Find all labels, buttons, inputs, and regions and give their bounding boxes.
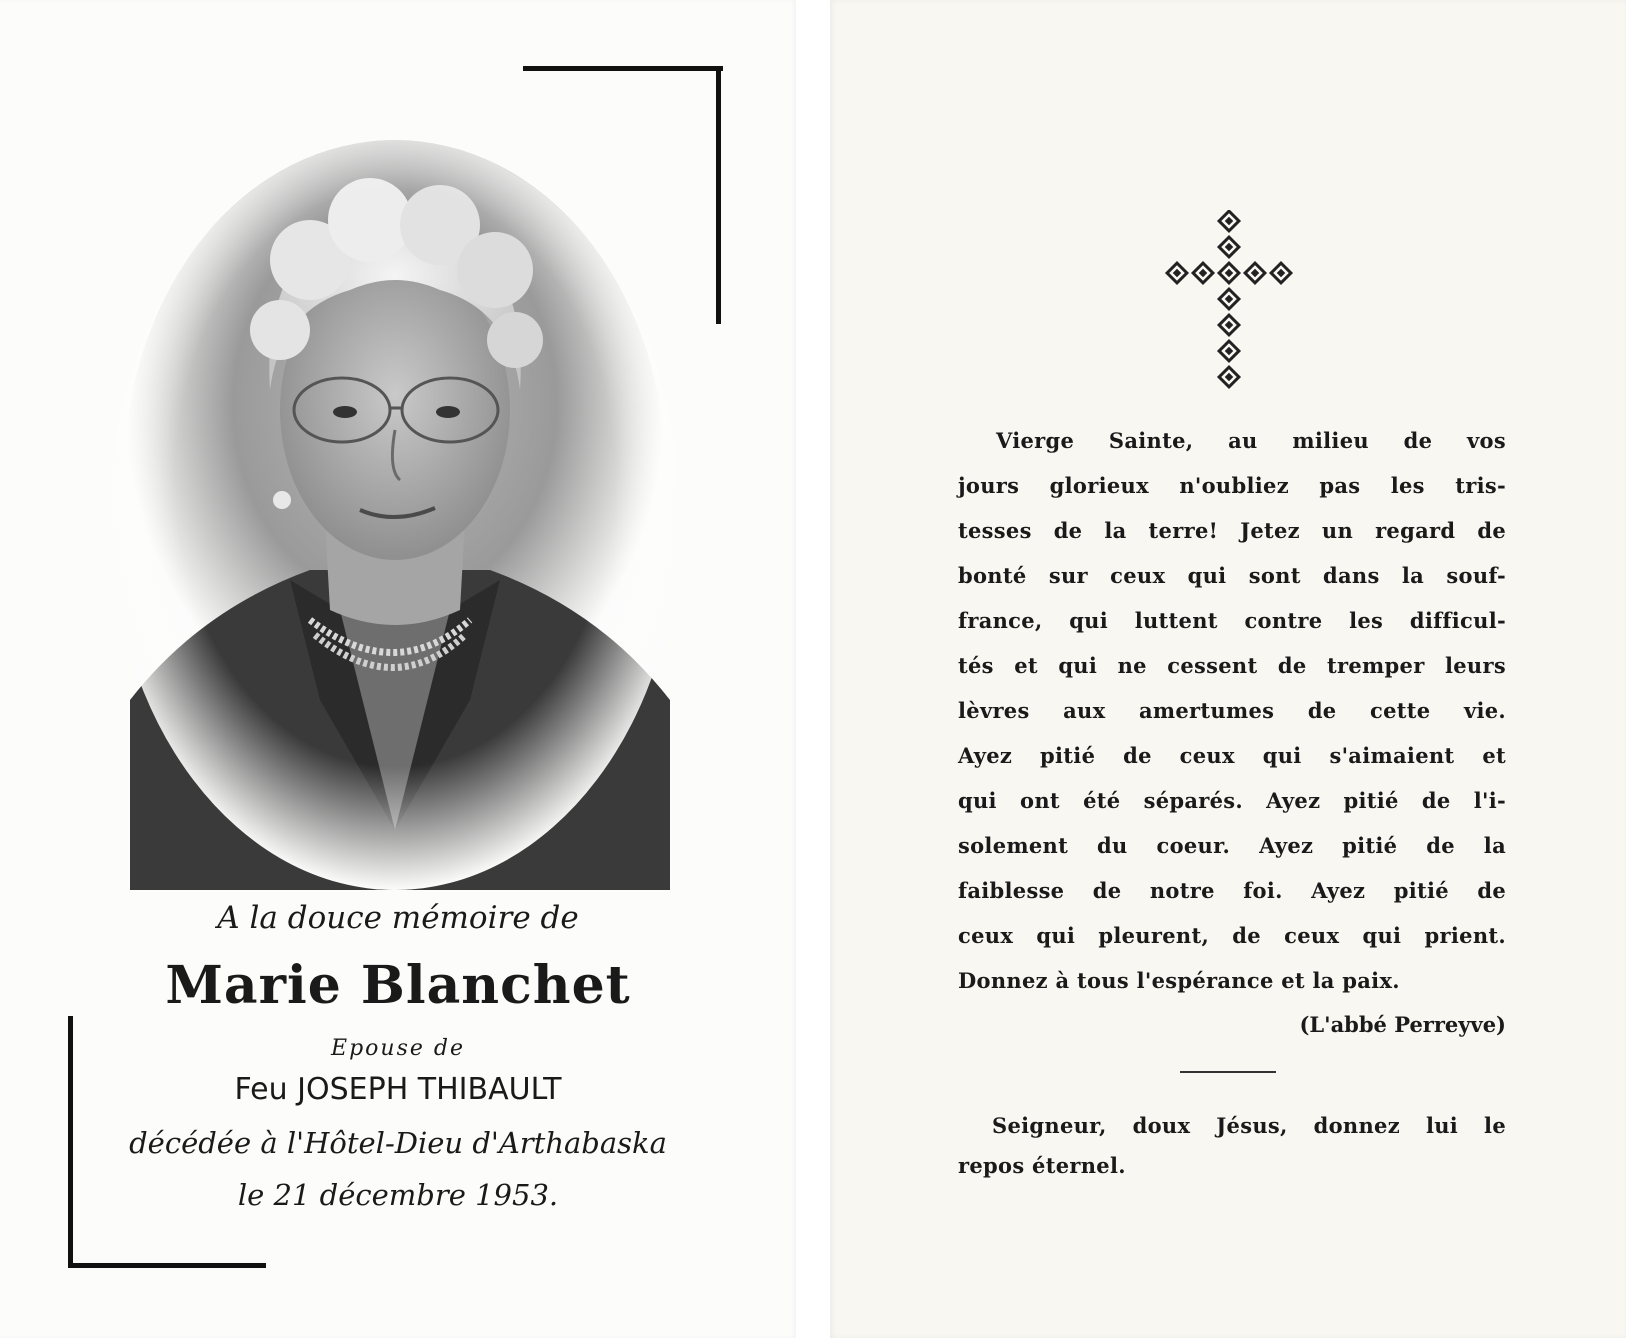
closing-prayer: [958, 1106, 1506, 1186]
deceased-name: Marie Blanchet: [165, 955, 631, 1016]
prayer-line: lèvres aux amertumes de cette vie.: [958, 698, 1506, 723]
frame-corner-top-horizontal: [523, 66, 723, 71]
prayer-line: ceux qui pleurent, de ceux qui prient.: [958, 923, 1506, 948]
prayer-line: Donnez à tous l'espérance et la paix.: [958, 968, 1400, 993]
death-place: décédée à l'Hôtel-Dieu d'Arthabaska: [129, 1126, 667, 1160]
prayer-line: tesses de la terre! Jetez un regard de: [958, 518, 1506, 543]
prayer-line: tés et qui ne cessent de tremper leurs: [958, 653, 1506, 678]
spouse-name: Feu JOSEPH THIBAULT: [234, 1072, 562, 1107]
prayer-text: [958, 418, 1506, 1003]
prayer-line: solement du coeur. Ayez pitié de la: [958, 833, 1506, 858]
prayer-line: jours glorieux n'oubliez pas les tris-: [958, 473, 1506, 498]
prayer-line: Vierge Sainte, au milieu de vos: [996, 428, 1506, 453]
prayer-line: faiblesse de notre foi. Ayez pitié de: [958, 878, 1506, 903]
closing-line: repos éternel.: [958, 1153, 1126, 1178]
card-gap: [796, 0, 830, 1338]
frame-corner-bottom-horizontal: [68, 1263, 266, 1268]
prayer-author: (L'abbé Perreyve): [1299, 1012, 1506, 1037]
beaded-cross-icon: [1160, 210, 1300, 390]
death-date: le 21 décembre 1953.: [237, 1178, 559, 1212]
prayer-line: bonté sur ceux qui sont dans la souf-: [958, 563, 1506, 588]
prayer-line: france, qui luttent contre les difficul-: [958, 608, 1506, 633]
prayer-line: qui ont été séparés. Ayez pitié de l'i-: [958, 788, 1506, 813]
portrait-photo: [110, 140, 680, 890]
separator-line: [1180, 1071, 1276, 1073]
frame-corner-top-vertical: [716, 66, 721, 324]
closing-line: Seigneur, doux Jésus, donnez lui le: [992, 1113, 1506, 1138]
prayer-line: Ayez pitié de ceux qui s'aimaient et: [958, 743, 1506, 768]
spouse-label: Epouse de: [331, 1036, 465, 1061]
dedication-text: A la douce mémoire de: [217, 900, 579, 936]
